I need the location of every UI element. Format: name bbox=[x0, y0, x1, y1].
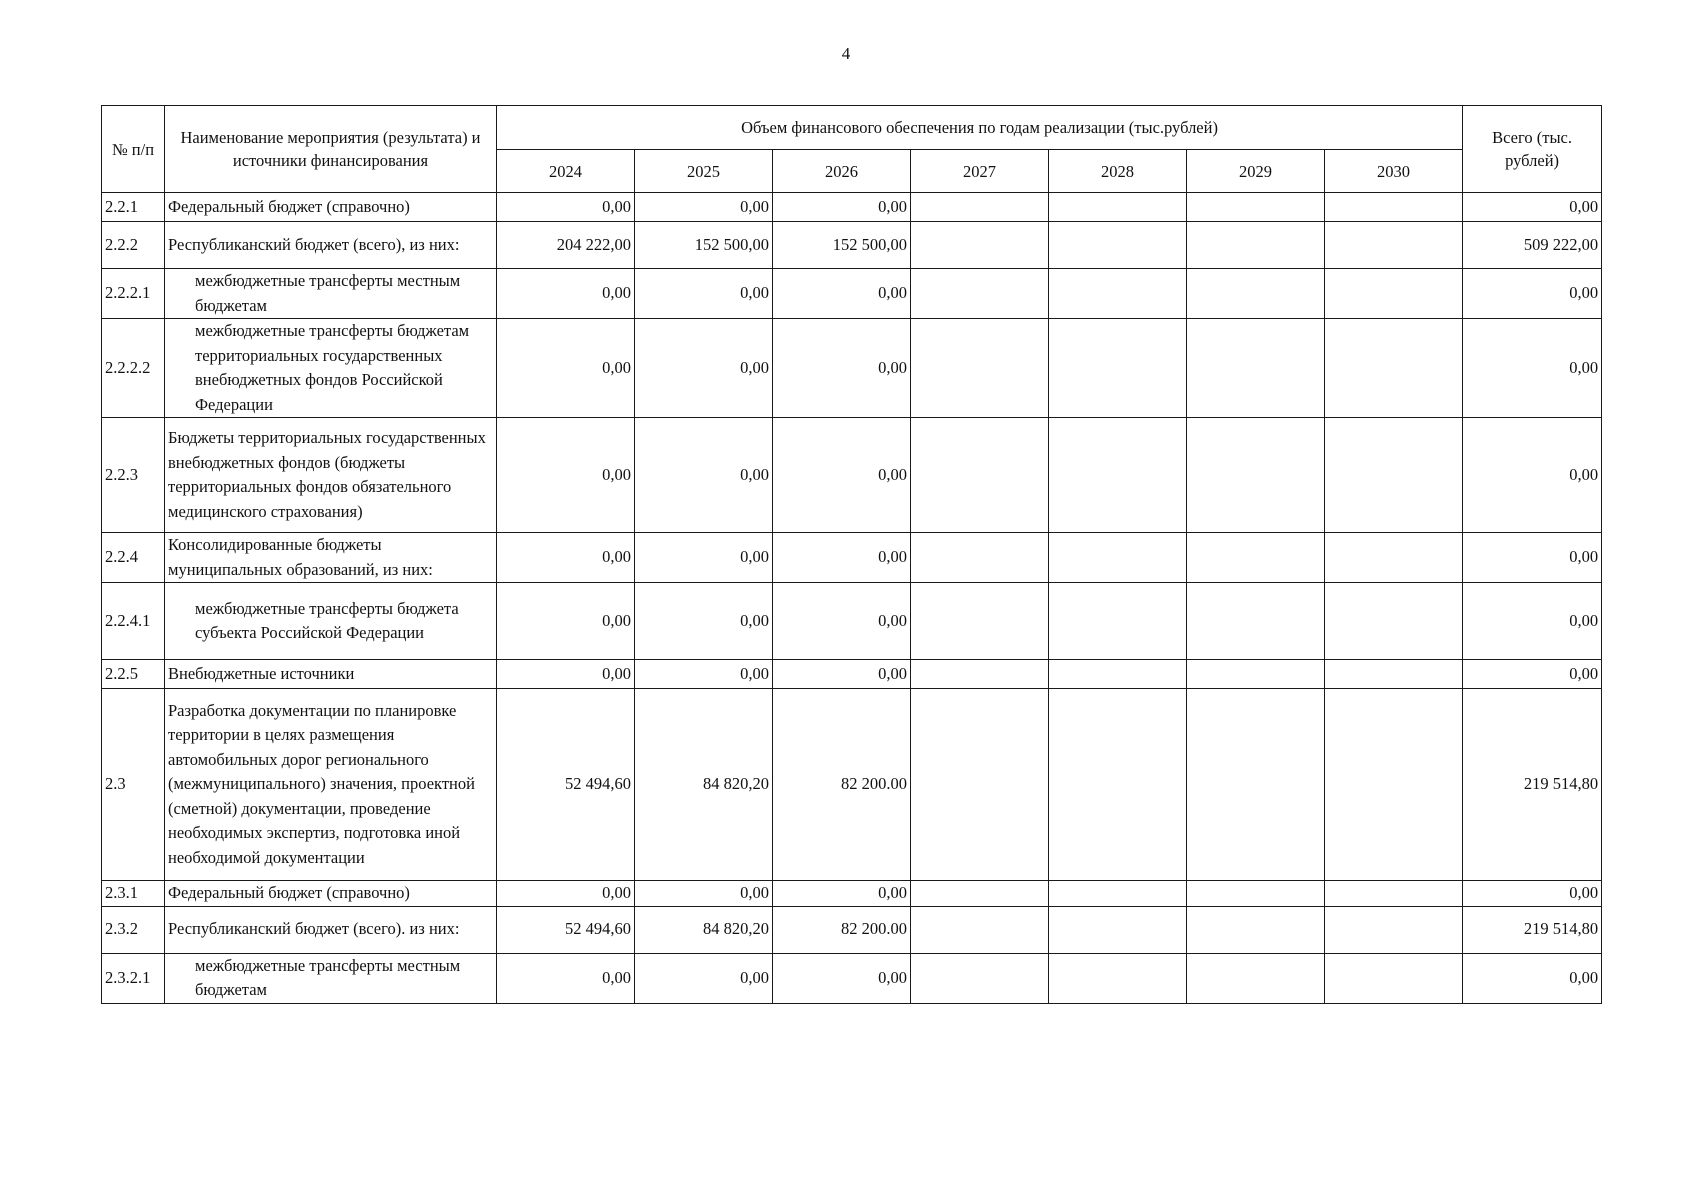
value-cell-2030 bbox=[1325, 881, 1463, 907]
value-cell-2028 bbox=[1049, 953, 1187, 1003]
value-cell-2030 bbox=[1325, 269, 1463, 319]
value-cell-2028 bbox=[1049, 418, 1187, 533]
table-row bbox=[102, 953, 1602, 1003]
value-cell-2027 bbox=[911, 269, 1049, 319]
total-cell: 219 514,80 bbox=[1463, 689, 1602, 881]
total-cell: 219 514,80 bbox=[1463, 906, 1602, 953]
value-cell-2025: 152 500,00 bbox=[635, 222, 773, 269]
table-header bbox=[102, 106, 1602, 193]
table-row bbox=[102, 689, 1602, 881]
total-cell: 0,00 bbox=[1463, 953, 1602, 1003]
value-cell-2027 bbox=[911, 953, 1049, 1003]
value-cell-2030 bbox=[1325, 583, 1463, 660]
value-cell-2030 bbox=[1325, 193, 1463, 222]
value-cell-2028 bbox=[1049, 906, 1187, 953]
page-number: 4 bbox=[841, 44, 851, 63]
value-cell-2030 bbox=[1325, 222, 1463, 269]
row-number: 2.2.4 bbox=[102, 533, 165, 583]
table-row bbox=[102, 193, 1602, 222]
value-cell-2024: 0,00 bbox=[497, 319, 635, 418]
value-cell-2028 bbox=[1049, 533, 1187, 583]
row-name: межбюджетные трансферты бюджета субъекта Российской Федерации bbox=[165, 583, 497, 660]
row-number: 2.2.2.1 bbox=[102, 269, 165, 319]
value-cell-2027 bbox=[911, 222, 1049, 269]
value-cell-2025: 0,00 bbox=[635, 660, 773, 689]
row-number: 2.3.1 bbox=[102, 881, 165, 907]
header-year-2025: 2025 bbox=[635, 150, 773, 193]
value-cell-2026: 0,00 bbox=[773, 193, 911, 222]
row-number: 2.3.2.1 bbox=[102, 953, 165, 1003]
financing-table bbox=[101, 105, 1602, 1004]
row-name: Федеральный бюджет (справочно) bbox=[165, 193, 497, 222]
value-cell-2027 bbox=[911, 660, 1049, 689]
value-cell-2030 bbox=[1325, 953, 1463, 1003]
value-cell-2029 bbox=[1187, 906, 1325, 953]
header-funding-by-years: Объем финансового обеспечения по годам реализации (тыс.рублей) bbox=[497, 106, 1463, 150]
value-cell-2029 bbox=[1187, 660, 1325, 689]
row-number: 2.2.2.2 bbox=[102, 319, 165, 418]
row-name: межбюджетные трансферты местным бюджетам bbox=[165, 269, 497, 319]
value-cell-2024: 0,00 bbox=[497, 583, 635, 660]
row-number: 2.3.2 bbox=[102, 906, 165, 953]
value-cell-2026: 0,00 bbox=[773, 881, 911, 907]
table-row bbox=[102, 319, 1602, 418]
total-cell: 0,00 bbox=[1463, 418, 1602, 533]
header-year-2030: 2030 bbox=[1325, 150, 1463, 193]
value-cell-2026: 0,00 bbox=[773, 660, 911, 689]
value-cell-2025: 84 820,20 bbox=[635, 689, 773, 881]
value-cell-2024: 0,00 bbox=[497, 881, 635, 907]
value-cell-2028 bbox=[1049, 660, 1187, 689]
value-cell-2024: 0,00 bbox=[497, 269, 635, 319]
value-cell-2029 bbox=[1187, 269, 1325, 319]
value-cell-2027 bbox=[911, 906, 1049, 953]
value-cell-2024: 0,00 bbox=[497, 533, 635, 583]
table-row bbox=[102, 222, 1602, 269]
header-year-2028: 2028 bbox=[1049, 150, 1187, 193]
value-cell-2026: 0,00 bbox=[773, 319, 911, 418]
value-cell-2028 bbox=[1049, 222, 1187, 269]
value-cell-2025: 0,00 bbox=[635, 533, 773, 583]
value-cell-2029 bbox=[1187, 583, 1325, 660]
total-cell: 0,00 bbox=[1463, 319, 1602, 418]
value-cell-2025: 0,00 bbox=[635, 319, 773, 418]
value-cell-2026: 0,00 bbox=[773, 533, 911, 583]
total-cell: 0,00 bbox=[1463, 193, 1602, 222]
row-name: Внебюджетные источники bbox=[165, 660, 497, 689]
value-cell-2026: 82 200.00 bbox=[773, 906, 911, 953]
row-name: Разработка документации по планировке территории в целях размещения автомобильных дорог регионального (межмуниципального) значения, проектной (сметной) документации, проведение необходимых экспертиз, подготовка иной необходимой документации bbox=[165, 689, 497, 881]
table-row bbox=[102, 418, 1602, 533]
value-cell-2030 bbox=[1325, 689, 1463, 881]
table-row bbox=[102, 583, 1602, 660]
value-cell-2025: 0,00 bbox=[635, 269, 773, 319]
row-number: 2.2.4.1 bbox=[102, 583, 165, 660]
value-cell-2027 bbox=[911, 689, 1049, 881]
table-row bbox=[102, 906, 1602, 953]
value-cell-2024: 0,00 bbox=[497, 953, 635, 1003]
value-cell-2024: 0,00 bbox=[497, 193, 635, 222]
value-cell-2029 bbox=[1187, 193, 1325, 222]
value-cell-2028 bbox=[1049, 269, 1187, 319]
value-cell-2030 bbox=[1325, 418, 1463, 533]
row-number: 2.2.3 bbox=[102, 418, 165, 533]
table-row bbox=[102, 881, 1602, 907]
value-cell-2027 bbox=[911, 533, 1049, 583]
value-cell-2029 bbox=[1187, 689, 1325, 881]
header-year-2027: 2027 bbox=[911, 150, 1049, 193]
row-name: Бюджеты территориальных государственных внебюджетных фондов (бюджеты территориальных фондов обязательного медицинского страхования) bbox=[165, 418, 497, 533]
table-row bbox=[102, 533, 1602, 583]
value-cell-2027 bbox=[911, 881, 1049, 907]
value-cell-2030 bbox=[1325, 660, 1463, 689]
header-year-2024: 2024 bbox=[497, 150, 635, 193]
value-cell-2029 bbox=[1187, 222, 1325, 269]
row-number: 2.2.1 bbox=[102, 193, 165, 222]
value-cell-2027 bbox=[911, 193, 1049, 222]
value-cell-2029 bbox=[1187, 953, 1325, 1003]
value-cell-2025: 84 820,20 bbox=[635, 906, 773, 953]
value-cell-2028 bbox=[1049, 881, 1187, 907]
value-cell-2029 bbox=[1187, 319, 1325, 418]
value-cell-2025: 0,00 bbox=[635, 193, 773, 222]
value-cell-2025: 0,00 bbox=[635, 583, 773, 660]
value-cell-2028 bbox=[1049, 319, 1187, 418]
value-cell-2024: 52 494,60 bbox=[497, 906, 635, 953]
row-number: 2.2.5 bbox=[102, 660, 165, 689]
value-cell-2026: 0,00 bbox=[773, 269, 911, 319]
row-name: Консолидированные бюджеты муниципальных образований, из них: bbox=[165, 533, 497, 583]
row-name: Республиканский бюджет (всего), из них: bbox=[165, 222, 497, 269]
value-cell-2028 bbox=[1049, 193, 1187, 222]
row-number: 2.3 bbox=[102, 689, 165, 881]
value-cell-2024: 52 494,60 bbox=[497, 689, 635, 881]
total-cell: 0,00 bbox=[1463, 583, 1602, 660]
value-cell-2026: 0,00 bbox=[773, 418, 911, 533]
table-row bbox=[102, 660, 1602, 689]
total-cell: 509 222,00 bbox=[1463, 222, 1602, 269]
header-total: Всего (тыс. рублей) bbox=[1463, 106, 1602, 193]
row-name: межбюджетные трансферты бюджетам территориальных государственных внебюджетных фондов Российской Федерации bbox=[165, 319, 497, 418]
row-name: межбюджетные трансферты местным бюджетам bbox=[165, 953, 497, 1003]
value-cell-2029 bbox=[1187, 533, 1325, 583]
value-cell-2029 bbox=[1187, 418, 1325, 533]
value-cell-2025: 0,00 bbox=[635, 418, 773, 533]
value-cell-2027 bbox=[911, 418, 1049, 533]
table-row bbox=[102, 269, 1602, 319]
value-cell-2026: 152 500,00 bbox=[773, 222, 911, 269]
value-cell-2026: 0,00 bbox=[773, 953, 911, 1003]
row-name: Федеральный бюджет (справочно) bbox=[165, 881, 497, 907]
value-cell-2028 bbox=[1049, 583, 1187, 660]
value-cell-2024: 204 222,00 bbox=[497, 222, 635, 269]
value-cell-2024: 0,00 bbox=[497, 660, 635, 689]
header-year-2029: 2029 bbox=[1187, 150, 1325, 193]
total-cell: 0,00 bbox=[1463, 269, 1602, 319]
value-cell-2027 bbox=[911, 319, 1049, 418]
header-row-number: № п/п bbox=[102, 106, 165, 193]
value-cell-2027 bbox=[911, 583, 1049, 660]
total-cell: 0,00 bbox=[1463, 660, 1602, 689]
header-activity-name: Наименование мероприятия (результата) и источники финансирования bbox=[165, 106, 497, 193]
value-cell-2028 bbox=[1049, 689, 1187, 881]
header-year-2026: 2026 bbox=[773, 150, 911, 193]
total-cell: 0,00 bbox=[1463, 881, 1602, 907]
value-cell-2026: 0,00 bbox=[773, 583, 911, 660]
total-cell: 0,00 bbox=[1463, 533, 1602, 583]
row-number: 2.2.2 bbox=[102, 222, 165, 269]
value-cell-2026: 82 200.00 bbox=[773, 689, 911, 881]
value-cell-2025: 0,00 bbox=[635, 953, 773, 1003]
value-cell-2030 bbox=[1325, 533, 1463, 583]
value-cell-2030 bbox=[1325, 906, 1463, 953]
value-cell-2025: 0,00 bbox=[635, 881, 773, 907]
value-cell-2030 bbox=[1325, 319, 1463, 418]
value-cell-2029 bbox=[1187, 881, 1325, 907]
value-cell-2024: 0,00 bbox=[497, 418, 635, 533]
table-body bbox=[102, 193, 1602, 1004]
row-name: Республиканский бюджет (всего). из них: bbox=[165, 906, 497, 953]
